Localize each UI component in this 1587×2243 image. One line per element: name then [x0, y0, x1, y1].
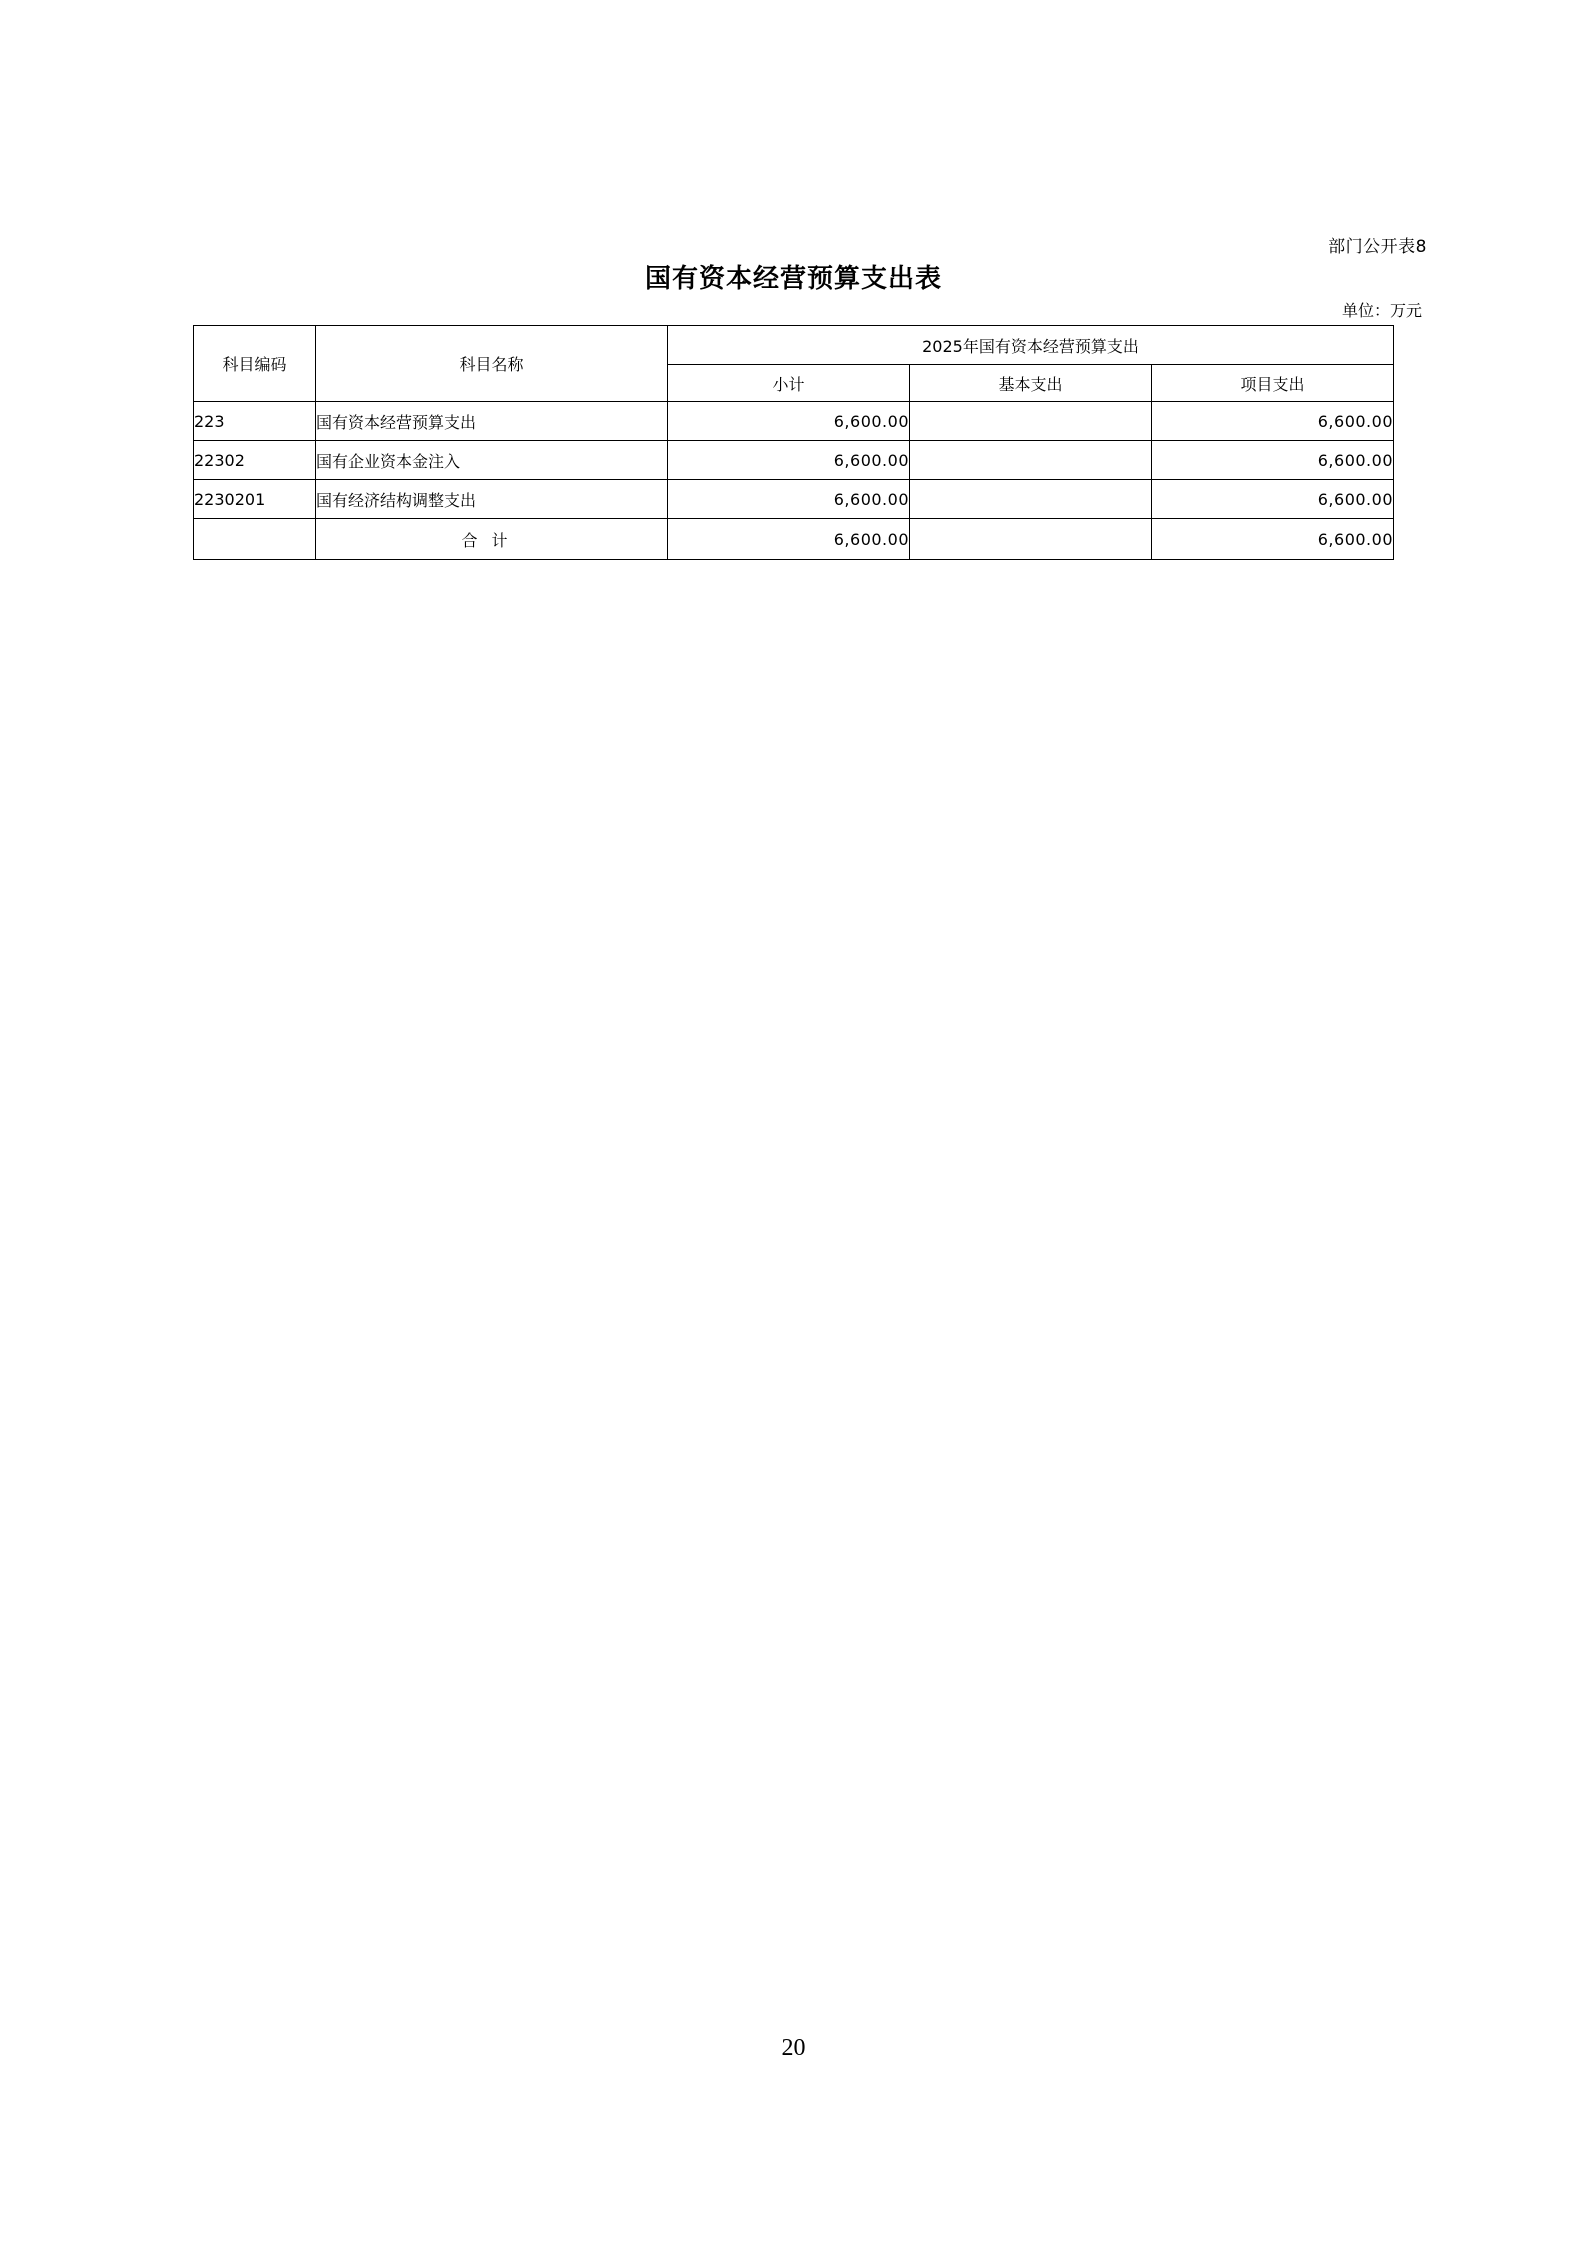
column-header-subtotal: 小计	[668, 365, 910, 402]
column-header-code: 科目编码	[194, 326, 316, 402]
cell-name: 国有经济结构调整支出	[316, 480, 668, 519]
cell-subtotal: 6,600.00	[668, 402, 910, 441]
cell-code: 2230201	[194, 480, 316, 519]
cell-code: 223	[194, 402, 316, 441]
unit-label: 单位：万元	[1341, 301, 1422, 320]
table-total-row	[194, 519, 1394, 560]
cell-code: 22302	[194, 441, 316, 480]
form-number-label: 部门公开表8	[1328, 237, 1427, 257]
table-header-row-1	[194, 326, 1394, 365]
table-row	[194, 480, 1394, 519]
budget-expenditure-table	[193, 325, 1394, 560]
column-header-group: 2025年国有资本经营预算支出	[668, 326, 1394, 365]
cell-total-project: 6,600.00	[1152, 519, 1394, 560]
column-header-project: 项目支出	[1152, 365, 1394, 402]
cell-total-subtotal: 6,600.00	[668, 519, 910, 560]
cell-code-empty	[194, 519, 316, 560]
cell-project: 6,600.00	[1152, 402, 1394, 441]
page-number: 20	[781, 2035, 806, 2061]
cell-basic	[910, 480, 1152, 519]
cell-project: 6,600.00	[1152, 441, 1394, 480]
cell-total-label: 合计	[316, 519, 668, 560]
cell-total-basic	[910, 519, 1152, 560]
cell-name: 国有企业资本金注入	[316, 441, 668, 480]
cell-basic	[910, 441, 1152, 480]
table-row	[194, 441, 1394, 480]
cell-basic	[910, 402, 1152, 441]
table-row	[194, 402, 1394, 441]
page-title: 国有资本经营预算支出表	[644, 264, 942, 294]
column-header-name: 科目名称	[316, 326, 668, 402]
cell-subtotal: 6,600.00	[668, 480, 910, 519]
column-header-basic: 基本支出	[910, 365, 1152, 402]
cell-subtotal: 6,600.00	[668, 441, 910, 480]
cell-name: 国有资本经营预算支出	[316, 402, 668, 441]
cell-project: 6,600.00	[1152, 480, 1394, 519]
